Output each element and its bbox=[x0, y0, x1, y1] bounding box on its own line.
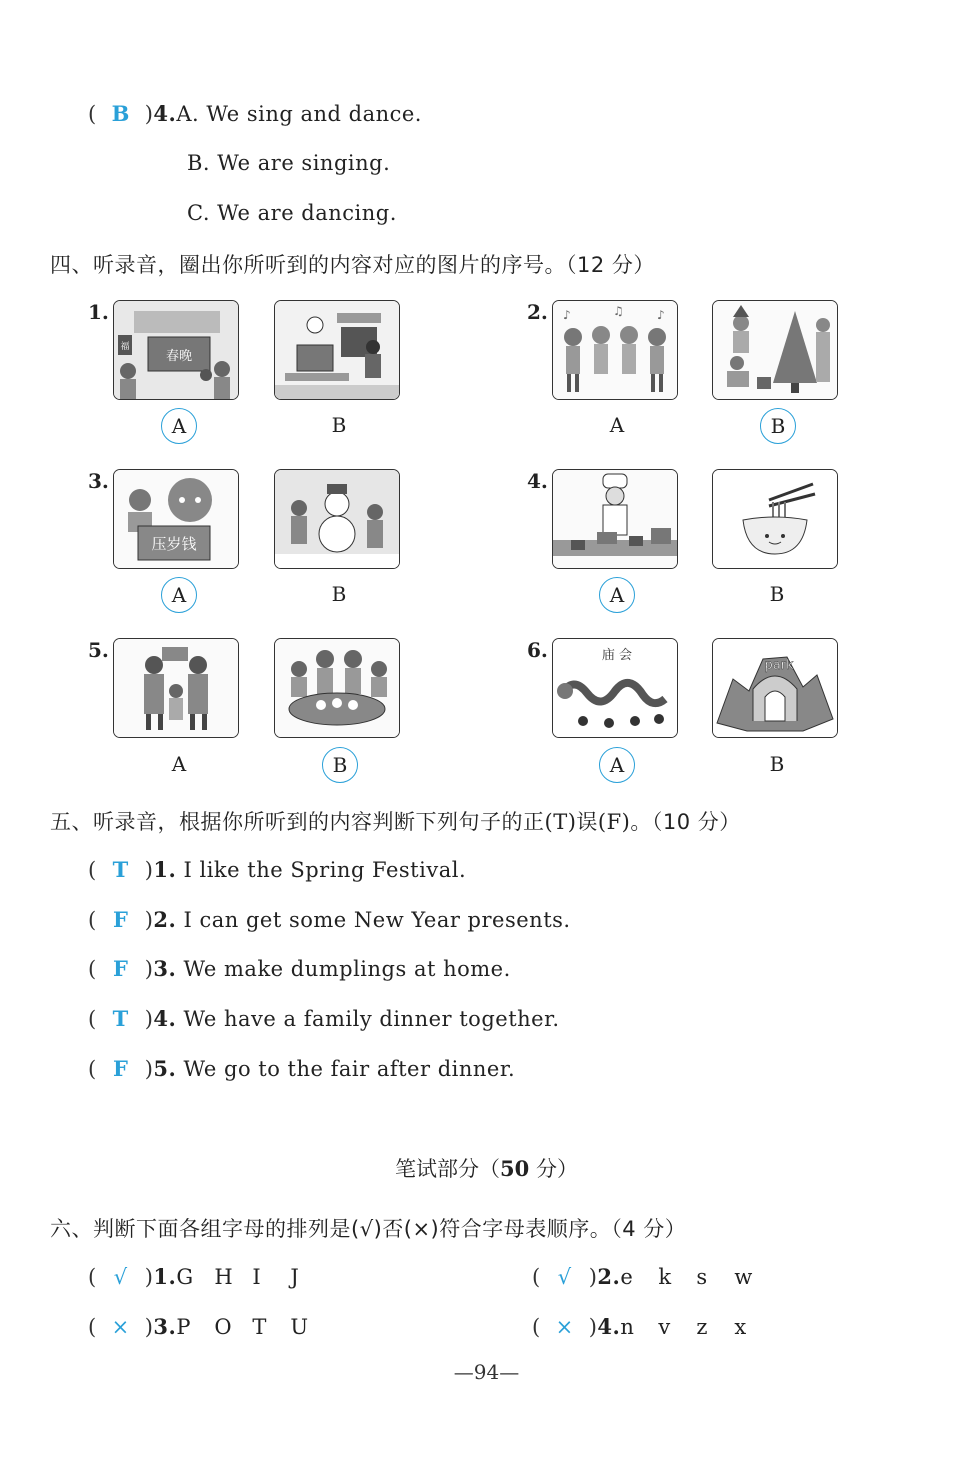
pic-q2-a-singing-kids[interactable] bbox=[552, 300, 678, 400]
paren-open: ( bbox=[88, 1057, 97, 1081]
svg-text:春晚: 春晚 bbox=[165, 349, 193, 364]
pic-q4-b-label: B bbox=[769, 582, 785, 606]
part4-heading: 四、听录音，圈出你所听到的内容对应的图片的序号。（12 分） bbox=[50, 253, 655, 277]
pic-q1-b-label: B bbox=[331, 413, 347, 437]
svg-text:福: 福 bbox=[120, 342, 130, 352]
paren-open: ( bbox=[532, 1315, 541, 1339]
christmas-tree-illustration bbox=[713, 301, 837, 399]
paren-open: ( bbox=[88, 102, 97, 126]
svg-text:♫: ♫ bbox=[613, 304, 624, 318]
check-mark: √ bbox=[113, 1265, 128, 1289]
q3-4-row bbox=[88, 101, 422, 126]
answer-mark: B bbox=[111, 101, 130, 126]
paren-close: ) bbox=[144, 1265, 154, 1289]
paren-close: ) bbox=[588, 1315, 598, 1339]
circled-answer-q6-a: A bbox=[599, 747, 635, 783]
pic-q4-a-baker-cakes[interactable] bbox=[552, 469, 678, 569]
answer-mark: F bbox=[112, 907, 129, 932]
written-section-title bbox=[0, 1153, 973, 1183]
part5-heading bbox=[50, 806, 741, 836]
paren-open: ( bbox=[88, 1315, 97, 1339]
temple-fair-dragon-illustration bbox=[553, 639, 677, 737]
letter: I bbox=[252, 1265, 262, 1289]
letter-row-3 bbox=[88, 1314, 328, 1339]
living-room-illustration bbox=[275, 301, 399, 399]
pic-q3-a-lucky-money[interactable] bbox=[113, 469, 239, 569]
letter: G bbox=[176, 1265, 194, 1289]
letter-row-1 bbox=[88, 1264, 328, 1289]
circled-answer-q5-b: B bbox=[322, 747, 358, 783]
paren-close: ) bbox=[144, 1057, 154, 1081]
sentence: I like the Spring Festival. bbox=[183, 858, 467, 882]
noodle-bowl-illustration bbox=[713, 470, 837, 568]
pic-q4-number: 4. bbox=[527, 469, 548, 493]
question-number: 5. bbox=[153, 1056, 177, 1081]
option-a: A. We sing and dance. bbox=[176, 102, 422, 126]
pic-q2-number: 2. bbox=[527, 300, 548, 324]
answer-mark: T bbox=[112, 857, 129, 882]
written-title-score: 50 bbox=[500, 1156, 530, 1181]
question-number: 3. bbox=[153, 1314, 177, 1339]
pic-q5-a-label: A bbox=[171, 752, 187, 776]
paren-open: ( bbox=[88, 908, 97, 932]
letter: k bbox=[658, 1265, 672, 1289]
sentence: We go to the fair after dinner. bbox=[183, 1057, 516, 1081]
paren-open: ( bbox=[88, 1007, 97, 1031]
answer-mark: T bbox=[112, 1006, 129, 1031]
pic-q6-b-park[interactable] bbox=[712, 638, 838, 738]
part5-heading-suffix: 。（10 分） bbox=[630, 810, 741, 834]
svg-text:庙 会: 庙 会 bbox=[601, 648, 633, 663]
pic-q5-a-family-photo[interactable] bbox=[113, 638, 239, 738]
letter: w bbox=[734, 1265, 753, 1289]
tf-row-3 bbox=[88, 956, 511, 981]
paren-close: ) bbox=[144, 858, 154, 882]
cross-mark: × bbox=[555, 1315, 574, 1339]
letter: P bbox=[176, 1315, 191, 1339]
option-c: C. We are dancing. bbox=[187, 201, 397, 225]
svg-text:♪: ♪ bbox=[563, 308, 571, 322]
letter: U bbox=[290, 1315, 309, 1339]
pic-q2-b-christmas[interactable] bbox=[712, 300, 838, 400]
answer-mark: F bbox=[112, 956, 129, 981]
letter: T bbox=[252, 1315, 267, 1339]
family-dinner-illustration bbox=[275, 639, 399, 737]
pic-q6-b-label: B bbox=[769, 752, 785, 776]
part5-heading-mid: 误 bbox=[576, 810, 598, 834]
question-number: 2. bbox=[153, 907, 177, 932]
question-number: 3. bbox=[153, 956, 177, 981]
answer-mark: F bbox=[112, 1056, 129, 1081]
part5-heading-prefix: 五、听录音，根据你所听到的内容判断下列句子的正 bbox=[50, 810, 545, 834]
part6-heading: 六、判断下面各组字母的排列是(√)否(×)符合字母表顺序。（4 分） bbox=[50, 1217, 687, 1241]
pic-q3-b-snowman[interactable] bbox=[274, 469, 400, 569]
pic-q2-a-label: A bbox=[609, 413, 625, 437]
sentence: We have a family dinner together. bbox=[183, 1007, 560, 1031]
park-gate-illustration bbox=[713, 639, 837, 737]
page-number: —94— bbox=[453, 1360, 520, 1384]
letter: s bbox=[696, 1265, 708, 1289]
letter: H bbox=[214, 1265, 234, 1289]
pic-q3-number: 3. bbox=[88, 469, 109, 493]
pic-q1-b-living-room[interactable] bbox=[274, 300, 400, 400]
pic-q1-a-tv-gala[interactable] bbox=[113, 300, 239, 400]
tf-row-4 bbox=[88, 1006, 560, 1031]
written-title-suffix: 分） bbox=[529, 1157, 578, 1181]
tv-gala-illustration bbox=[114, 301, 238, 399]
letter-row-4 bbox=[532, 1314, 772, 1339]
written-title-prefix: 笔试部分（ bbox=[395, 1157, 501, 1181]
paren-open: ( bbox=[88, 858, 97, 882]
pic-q5-number: 5. bbox=[88, 638, 109, 662]
svg-text:压岁钱: 压岁钱 bbox=[151, 535, 197, 553]
letter-row-2 bbox=[532, 1264, 772, 1289]
pic-q6-number: 6. bbox=[527, 638, 548, 662]
question-number: 2. bbox=[597, 1264, 621, 1289]
letter: x bbox=[734, 1315, 747, 1339]
paren-close: ) bbox=[144, 957, 154, 981]
paren-close: ) bbox=[144, 1315, 154, 1339]
letter: z bbox=[696, 1315, 708, 1339]
snowman-illustration bbox=[275, 470, 399, 568]
paren-close: ) bbox=[588, 1265, 598, 1289]
circled-answer-q4-a: A bbox=[599, 577, 635, 613]
tf-row-5 bbox=[88, 1056, 515, 1081]
paren-open: ( bbox=[532, 1265, 541, 1289]
circled-answer-q1-a: A bbox=[161, 408, 197, 444]
question-number: 1. bbox=[153, 857, 177, 882]
paren-open: ( bbox=[88, 1265, 97, 1289]
paren-close: ) bbox=[144, 102, 154, 126]
lucky-money-illustration bbox=[114, 470, 238, 568]
cross-mark: × bbox=[111, 1315, 130, 1339]
question-number: 1. bbox=[153, 1264, 177, 1289]
letter: v bbox=[658, 1315, 671, 1339]
svg-text:park: park bbox=[764, 658, 794, 673]
letter: e bbox=[620, 1265, 634, 1289]
paren-close: ) bbox=[144, 1007, 154, 1031]
paren-close: ) bbox=[144, 908, 154, 932]
family-photo-illustration bbox=[114, 639, 238, 737]
sentence: I can get some New Year presents. bbox=[183, 908, 571, 932]
question-number: 4. bbox=[153, 1006, 177, 1031]
question-number: 4. bbox=[153, 101, 177, 126]
part5-heading-f: (F) bbox=[597, 810, 631, 834]
circled-answer-q3-a: A bbox=[161, 577, 197, 613]
tf-row-2 bbox=[88, 907, 571, 932]
singing-kids-illustration bbox=[553, 301, 677, 399]
circled-answer-q2-b: B bbox=[760, 408, 796, 444]
option-b: B. We are singing. bbox=[187, 151, 391, 175]
pic-q5-b-family-dinner[interactable] bbox=[274, 638, 400, 738]
pic-q3-b-label: B bbox=[331, 582, 347, 606]
letter: O bbox=[214, 1315, 233, 1339]
pic-q1-number: 1. bbox=[88, 300, 109, 324]
check-mark: √ bbox=[557, 1265, 572, 1289]
svg-text:♪: ♪ bbox=[657, 308, 665, 322]
paren-open: ( bbox=[88, 957, 97, 981]
question-number: 4. bbox=[597, 1314, 621, 1339]
baker-cakes-illustration bbox=[553, 470, 677, 568]
tf-row-1 bbox=[88, 857, 466, 882]
letter: n bbox=[620, 1315, 635, 1339]
pic-q6-a-temple-fair[interactable] bbox=[552, 638, 678, 738]
part5-heading-t: (T) bbox=[544, 810, 577, 834]
sentence: We make dumplings at home. bbox=[183, 957, 511, 981]
letter: J bbox=[290, 1265, 300, 1289]
pic-q4-b-noodles[interactable] bbox=[712, 469, 838, 569]
